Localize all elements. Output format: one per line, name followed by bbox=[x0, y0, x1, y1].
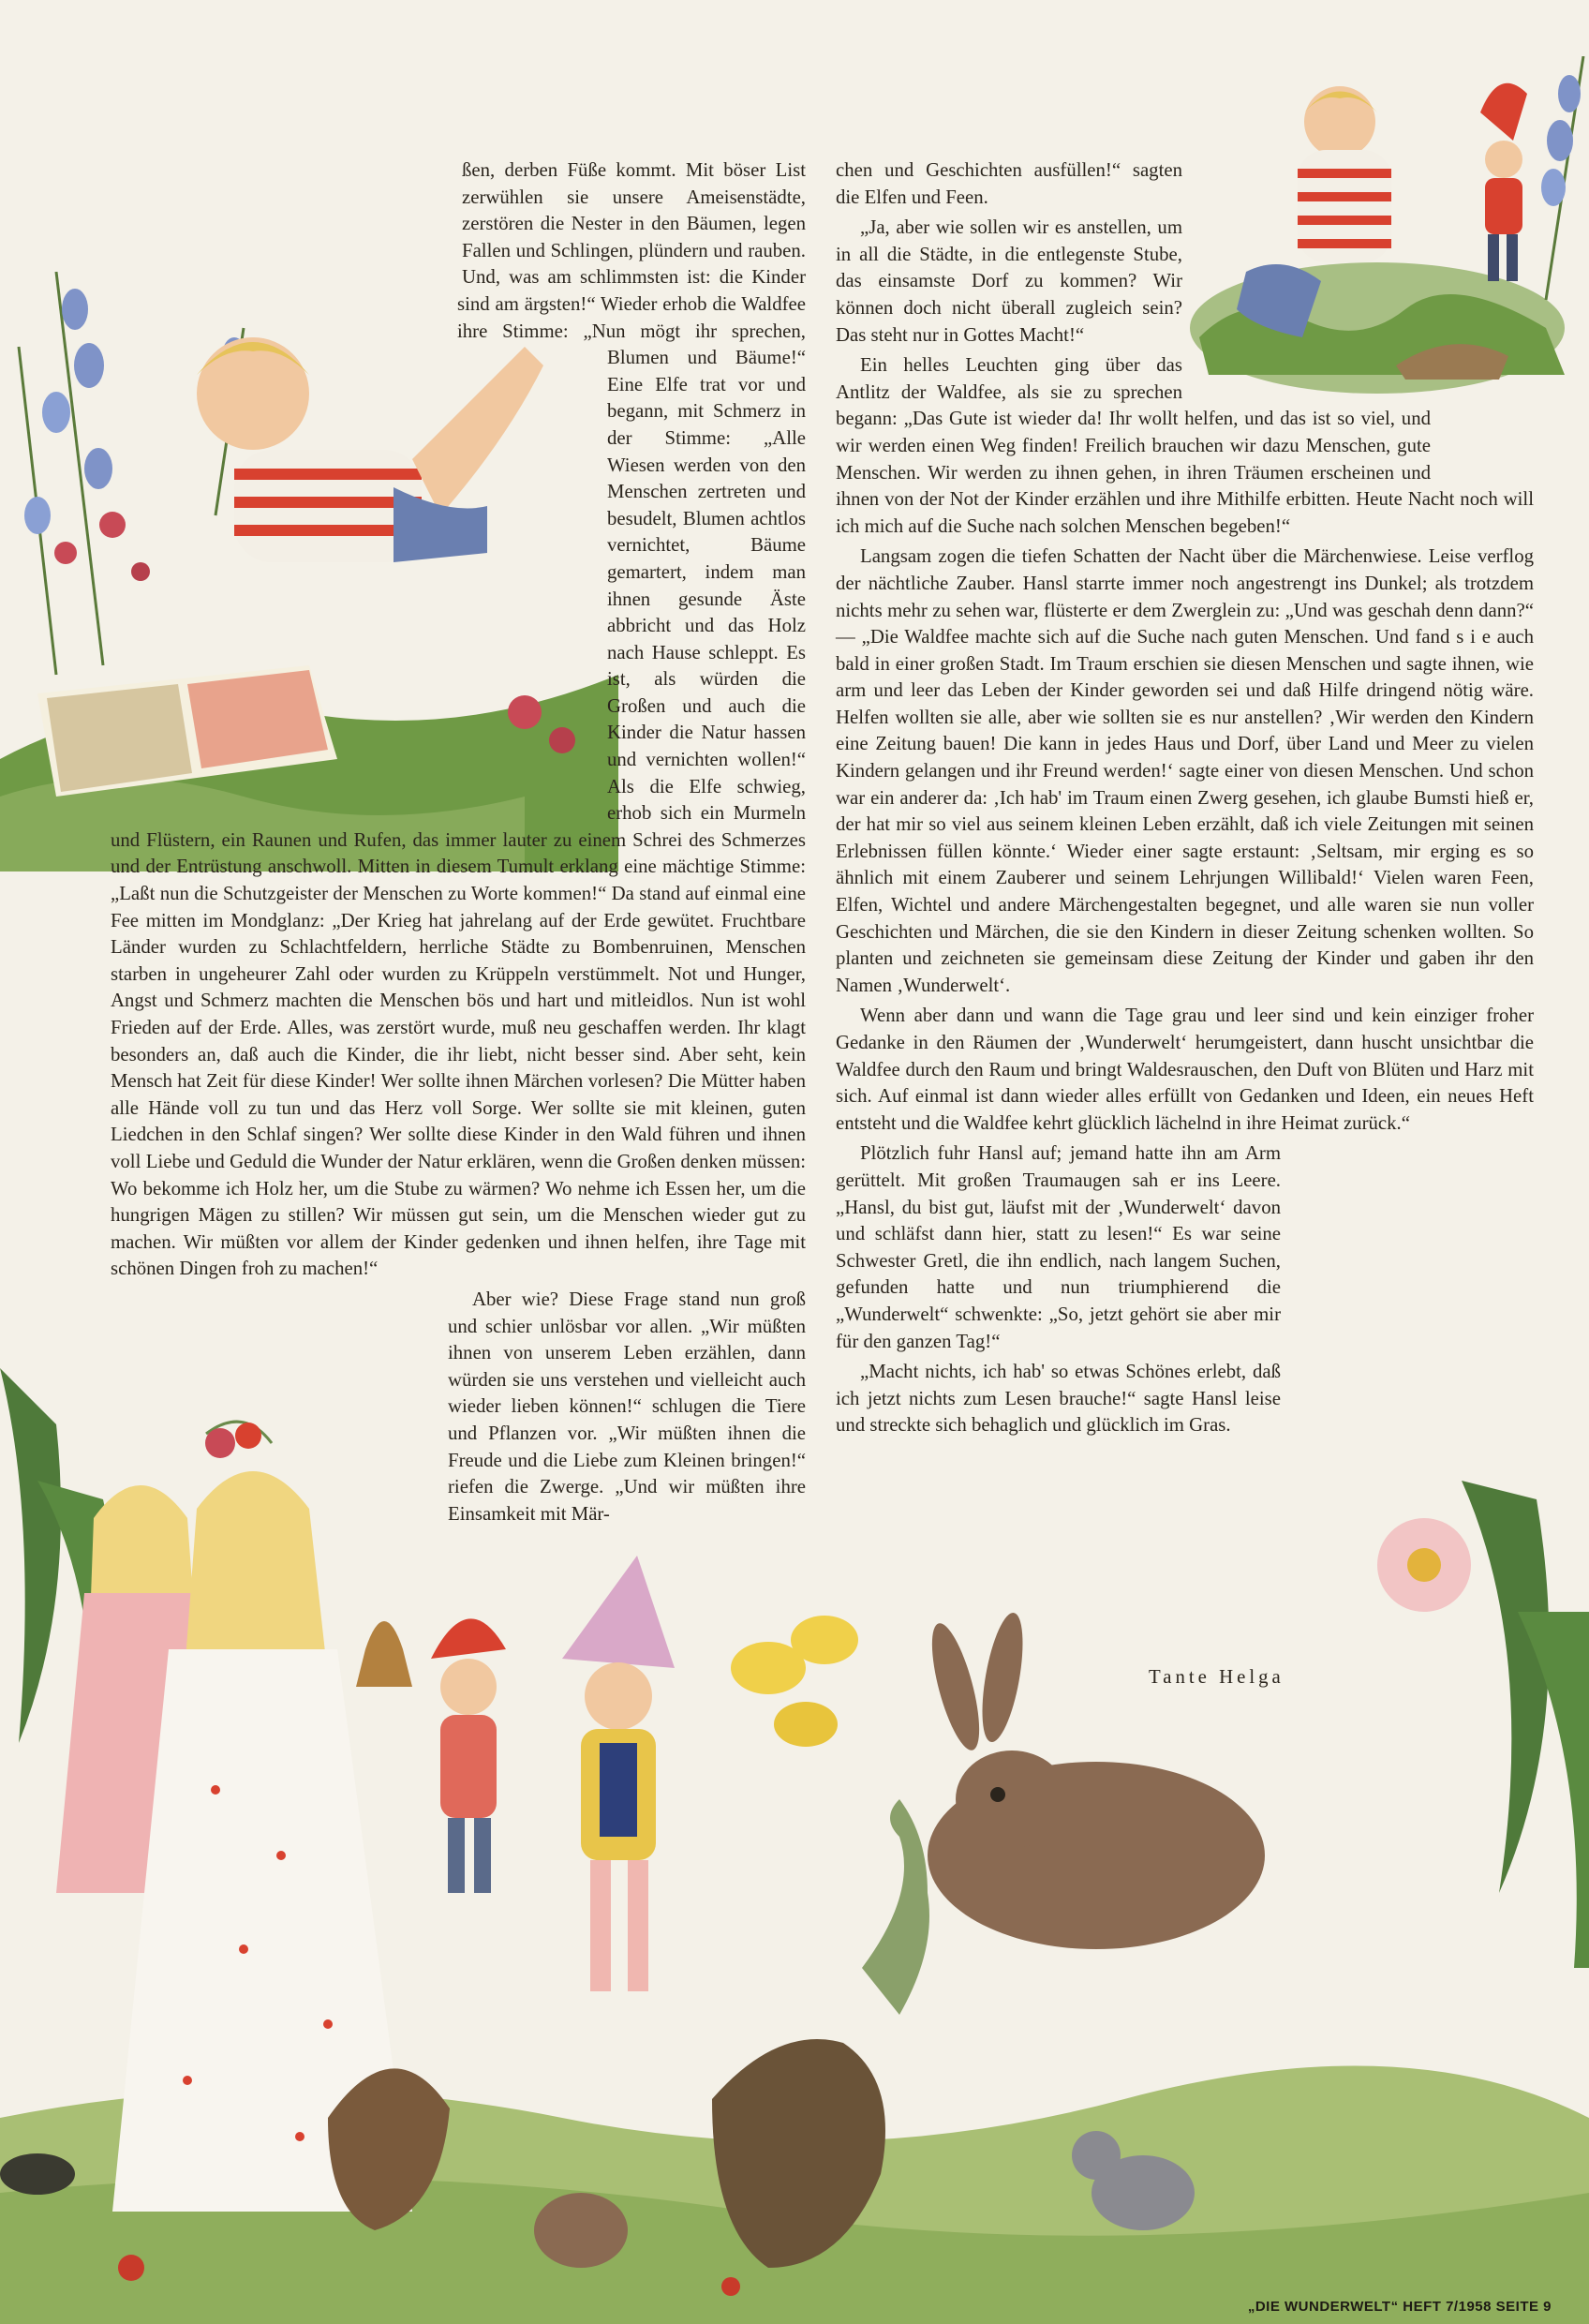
left-paragraph-2: Aber wie? Diese Frage stand nun groß und schier unlösbar vor allen. „Wir müßten ihnen von unserem Leben erzählen, dann würden sie uns verstehen und vielleicht auch wieder lieben können!“ schlugen die Tiere und Pflanzen vor. „Wir müßten ihnen die Freude und die Liebe zum Kleinen bringen!“ riefen die Zwerge. „Und wir müßten ihre Einsamkeit mit Mär- bbox=[448, 1288, 806, 1525]
right-paragraph-4: Langsam zogen die tiefen Schatten der Nacht über die Märchenwiese. Leise verflog der nächtliche Zauber. Hansl starrte immer noch angestrengt ins Dunkel; als trotzdem nichts mehr zu sehen war, flüsterte er dem Zwerglein zu: „Und was geschah denn dann?“ — „Die Waldfee machte sich auf die Suche nach guten Menschen. Und fand s i e auch bald in einer großen Stadt. Im Traum erschien sie diesen Menschen und sagte ihnen, wie arm und leer das Leben der Kinder geworden sei und daß Hilfe dringend nötig wäre. Helfen wollten sie alle, aber wie sollten sie es nur anstellen? ‚Wir werden den Kindern eine Zeitung bauen! Die kann in jedes Haus und Dorf, über Land und Meer zu vielen Kindern gelangen und ihr Freund werden!‘ sagte einer von diesen Menschen. Und schon war ein anderer da: ‚Ich hab' im Traum einen Zwerg gesehen, ich glaube Bumsti hieß er, der hat mir so viel aus seinem kleinen Leben erzählt, daß ich viele Zeitungen mit seinen Erlebnissen füllen könnte.‘ Wieder einer sagte erstaunt: ‚Seltsam, mir erging es so ähnlich mit einem Zauberer und seinem Lehrjungen Willibald!‘ Vielen waren Feen, Elfen, Wichtel und andere Märchengestalten begegnet, und alle waren sie nun voller Geschichten und Märchen, die sie den Kindern in dieser Zeitung schenken wollten. So planten und zeichneten sie gemeinsam diese Zeitung der Kinder und gaben ihr den Namen ‚Wunderwelt‘. bbox=[836, 545, 1534, 996]
right-paragraph-2: „Ja, aber wie sollen wir es anstellen, um in all die Städte, in die entlegenste Stube, das einsamste Dorf zu kommen? Wir können doch nicht überall zugleich sein? Das steht nur in Gottes Macht!“ bbox=[836, 216, 1182, 346]
left-paragraph-1: ßen, derben Füße kommt. Mit böser List zerwühlen sie unsere Ameisenstädte, zerstören die Nester in den Bäumen, legen Fallen und Schlingen, plündern und rauben. Und, was am schlimmsten ist: die Kinder sind am ärgsten!“ Wieder erhob die Waldfee ihre Stimme: „Nun mögt ihr sprechen, Blumen und Bäume!“ Eine Elfe trat vor und begann, mit Schmerz in der Stimme: „Alle Wiesen werden von den Menschen zertreten und besudelt, Blumen achtlos vernichtet, Bäume gemartert, indem man ihnen gesunde Äste abbricht und das Holz nach Hause schleppt. Es ist, als würden die Großen und auch die Kinder die Natur hassen und vernichten wollen!“ Als die Elfe schwieg, erhob sich ein Murmeln und Flüstern, ein Raunen und Rufen, das immer lauter zu einem Schrei des Schmerzes und der Entrüstung anschwoll. Mitten in diesem Tumult erklang eine mächtige Stimme: „Laßt nun die Schutzgeister der Menschen zu Worte kommen!“ Da stand auf einmal eine Fee mitten im Mondglanz: „Der Krieg hat jahrelang auf der Erde gewütet. Fruchtbare Länder wurden zu Schlachtfeldern, herrliche Städte zu Bombenruinen, Menschen starben in ungeheurer Zahl oder wurden zu Krüppeln verstümmelt. Not und Hunger, Angst und Schmerz machten die Menschen bös und hart und mitleidlos. Nun ist wohl Frieden auf der Erde. Alles, was zerstört wurde, muß neu geschaffen werden. Ihr klagt besonders an, daß auch die Kinder, die ihr liebt, nicht besser sind. Aber seht, kein Mensch hat Zeit für diese Kinder! Wer sollte ihnen Märchen vorlesen? Die Mütter haben alle Hände voll zu tun und das Herz voll Sorge. Wer sollte sie mit kleinen, guten Liedchen in den Schlaf singen? Wer sollte diese Kinder in den Wald führen und ihnen voll Liebe und Geduld die Wunder der Natur erklären, wenn die Großen denken müssen: Wo bekomme ich Holz her, um die Stube zu wärmen? Wo nehme ich Essen her, um die hungrigen Mägen zu stillen? Wir müssen gut sein, um die Menschen wieder gut zu machen. Wir müßten vor allem der Kinder gedenken und ihnen helfen, ihre Tage mit schönen Dingen froh zu machen!“ bbox=[111, 159, 806, 1280]
right-paragraph-5: Wenn aber dann und wann die Tage grau und leer sind und kein einziger froher Gedanke in den Räumen der ‚Wunderwelt‘ herumgeistert, dann huscht unsichtbar die Waldfee durch den Raum und bringt Waldesrauschen, den Duft von Blüten und Harz mit sich. Auf einmal ist dann wieder alles erfüllt von Gedanken und Ideen, ein neues Heft entsteht und die Waldfee kehrt glücklich lächelnd in ihre Heimat zurück.“ bbox=[836, 1005, 1534, 1134]
page-footer: „DIE WUNDERWELT“ HEFT 7/1958 SEITE 9 bbox=[1247, 2299, 1552, 2315]
right-paragraph-7: „Macht nichts, ich hab' so etwas Schönes erlebt, daß ich jetzt nichts zum Lesen brauche!“ sagte Hansl leise und streckte sich behaglich und glücklich im Gras. bbox=[836, 1361, 1281, 1437]
right-paragraph-3: Ein helles Leuchten ging über das Antlitz der Waldfee, als sie zu sprechen begann: „Das Gute ist wieder da! Ihr wollt helfen, und das ist so viel, und wir werden einen Weg finden! Freilich brauchen wir dazu Menschen, gute Menschen. Wir werden zu ihnen gehen, in ihren Träumen erscheinen und ihnen von der Not der Kinder erzählen und ihre Mithilfe erbitten. Heute Nacht noch will ich mich auf die Suche nach solchen Menschen begeben!“ bbox=[836, 354, 1534, 537]
article-right-column bbox=[836, 157, 1534, 1704]
article-left-column bbox=[111, 157, 806, 1525]
author-signature: Tante Helga bbox=[1149, 1666, 1285, 1688]
right-paragraph-6: Plötzlich fuhr Hansl auf; jemand hatte ihn am Arm gerüttelt. Mit großen Traumaugen sah er ins Leere. „Hansl, du bist gut, läufst mit der ‚Wunderwelt‘ davon und schläfst dann hier, statt zu lesen!“ Es war seine Schwester Gretl, die ihn endlich, nach langem Suchen, gefunden hatte und nun triumphierend die „Wunderwelt“ schwenkte: „So, jetzt gehört sie aber mir für den ganzen Tag!“ bbox=[836, 1142, 1281, 1352]
right-paragraph-1: chen und Geschichten ausfüllen!“ sagten die Elfen und Feen. bbox=[836, 159, 1182, 208]
